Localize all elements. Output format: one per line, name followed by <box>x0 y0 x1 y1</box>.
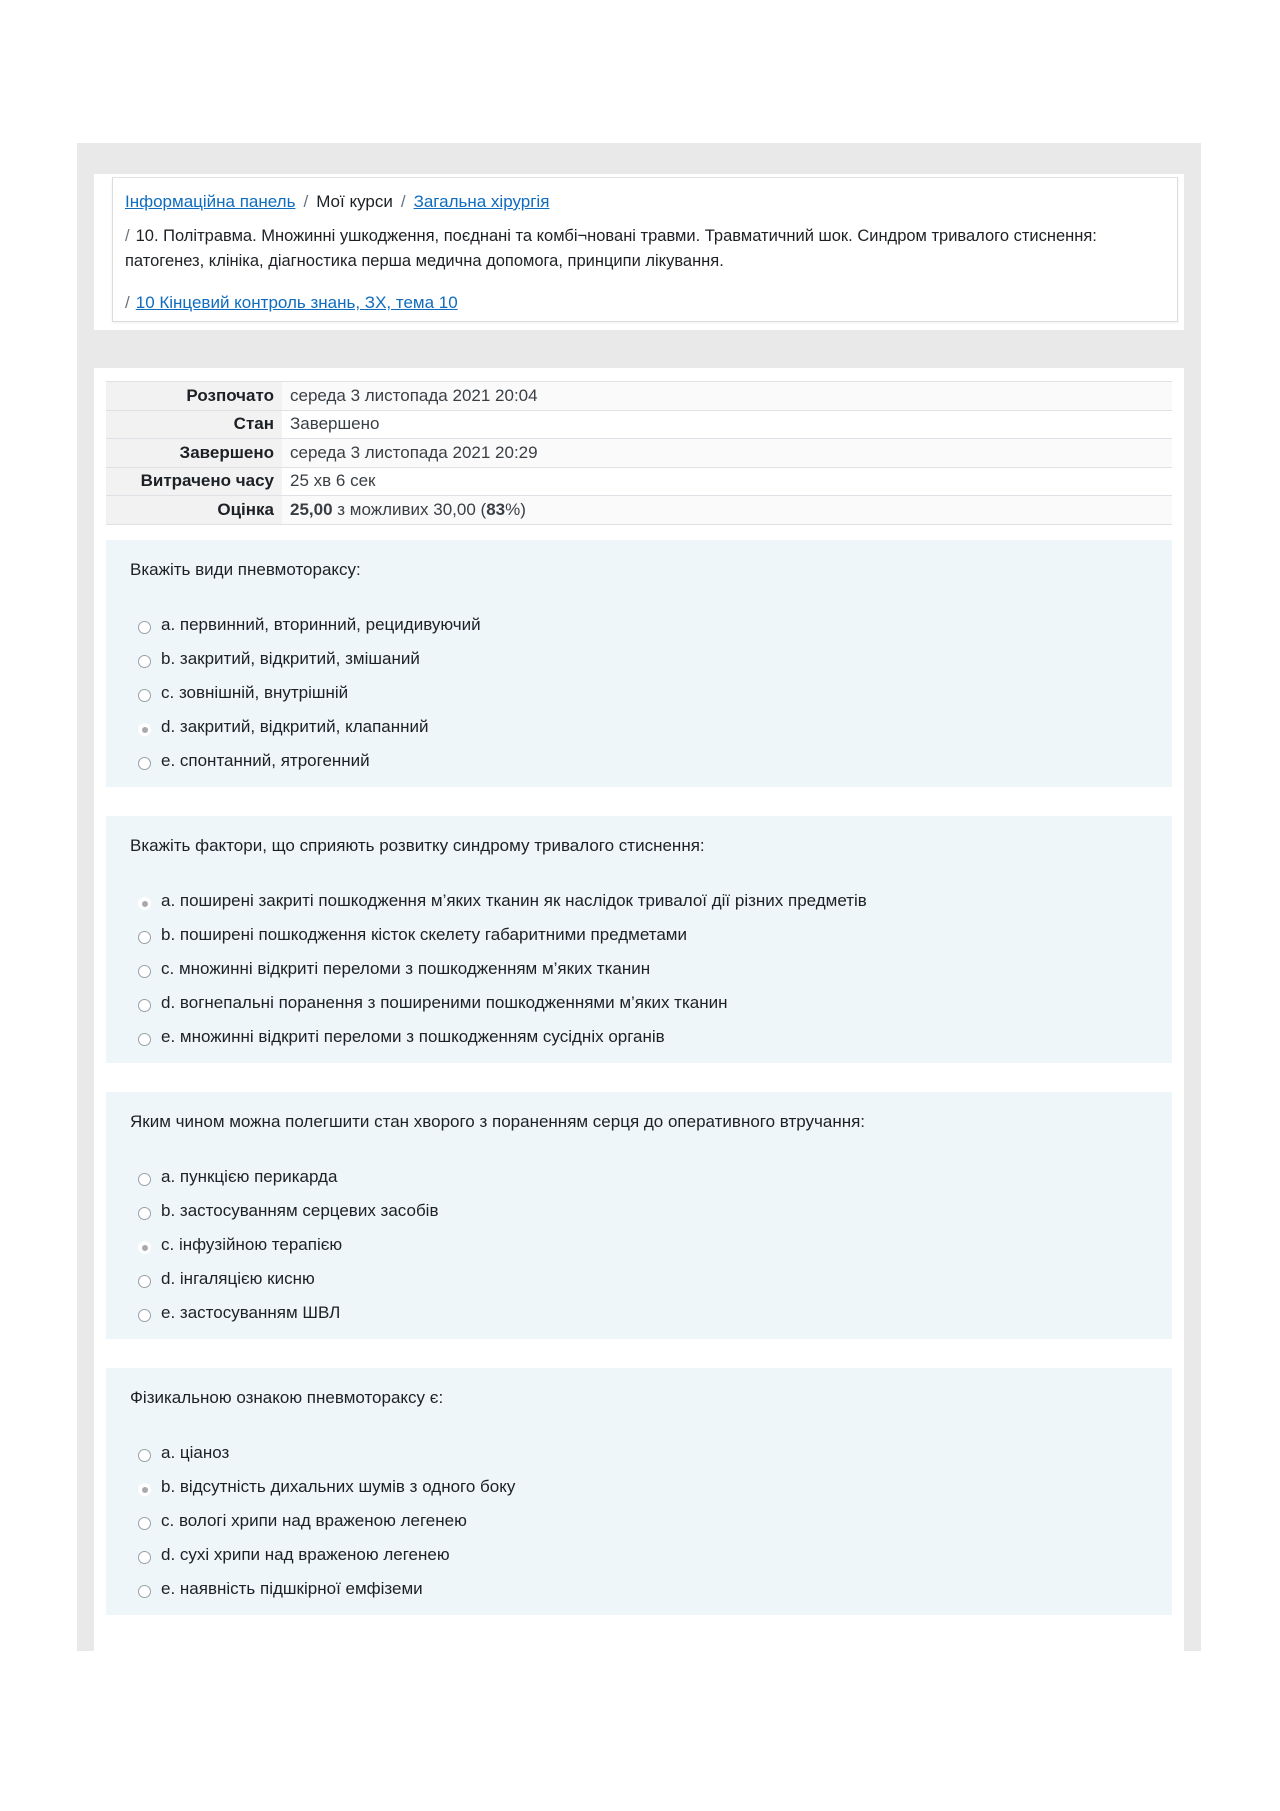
radio-button <box>138 999 151 1012</box>
attempt-summary-table <box>106 381 1172 525</box>
breadcrumb-row-1 <box>125 191 549 213</box>
answer-option <box>138 1020 867 1054</box>
question-block <box>106 1368 1172 1615</box>
answer-option <box>138 952 867 986</box>
breadcrumb-separator: / <box>125 227 130 245</box>
answer-option <box>138 1228 439 1262</box>
answer-option <box>138 608 481 642</box>
answer-label: b. застосуванням серцевих засобів <box>161 1201 439 1220</box>
breadcrumb-link-dashboard[interactable]: Інформаційна панель <box>125 192 296 211</box>
answer-label: a. пункцією перикарда <box>161 1167 338 1186</box>
answer-label: d. вогнепальні поранення з поширеними пошкодженнями м’яких тканин <box>161 993 728 1012</box>
radio-button <box>138 1517 151 1530</box>
grade-value: 25,00 <box>290 499 333 519</box>
answer-label: a. поширені закриті пошкодження м’яких тканин як наслідок тривалої дії різних предметів <box>161 891 867 910</box>
answer-label: e. спонтанний, ятрогенний <box>161 751 370 770</box>
summary-value <box>282 496 1172 525</box>
question-text: Фізикальною ознакою пневмотораксу є: <box>130 1388 444 1407</box>
summary-label: Розпочато <box>106 382 282 411</box>
radio-button <box>138 1449 151 1462</box>
answer-option <box>138 986 867 1020</box>
breadcrumb-link-course[interactable]: Загальна хірургія <box>413 192 550 211</box>
answer-option <box>138 1538 515 1572</box>
radio-button <box>138 757 151 770</box>
answer-label: b. закритий, відкритий, змішаний <box>161 649 420 668</box>
answer-label: d. сухі хрипи над враженою легенею <box>161 1545 450 1564</box>
summary-value: середа 3 листопада 2021 20:04 <box>282 382 1172 411</box>
breadcrumb <box>112 177 1178 322</box>
summary-row-time-taken <box>106 467 1172 496</box>
answer-option <box>138 1296 439 1330</box>
answer-label: e. наявність підшкірної емфіземи <box>161 1579 423 1598</box>
breadcrumb-separator: / <box>125 293 130 312</box>
answer-list <box>138 1436 515 1606</box>
answer-label: b. відсутність дихальних шумів з одного боку <box>161 1477 516 1496</box>
answer-label: e. застосуванням ШВЛ <box>161 1303 341 1322</box>
answer-label: c. множинні відкриті переломи з пошкодженням м’яких тканин <box>161 959 651 978</box>
radio-button <box>138 621 151 634</box>
grade-end: %) <box>505 499 526 519</box>
answer-list <box>138 1160 439 1330</box>
answer-label: a. первинний, вторинний, рецидивуючий <box>161 615 481 634</box>
answer-label: c. інфузійною терапією <box>161 1235 343 1254</box>
answer-label: d. закритий, відкритий, клапанний <box>161 717 429 736</box>
summary-label: Оцінка <box>106 496 282 525</box>
answer-option <box>138 1262 439 1296</box>
question-block <box>106 540 1172 787</box>
summary-row-state <box>106 410 1172 439</box>
answer-option <box>138 1194 439 1228</box>
radio-button <box>138 1551 151 1564</box>
breadcrumb-topic-text: 10. Політравма. Множинні ушкодження, поєднані та комбі¬новані травми. Травматичний шок. Синдром тривалого стиснення: патогенез, клініка, діагностика перша медична допомога, принципи лікування. <box>125 227 1097 270</box>
answer-option <box>138 1572 515 1606</box>
question-block <box>106 816 1172 1063</box>
answer-list <box>138 884 867 1054</box>
answer-option <box>138 1436 515 1470</box>
question-text: Вкажіть види пневмотораксу: <box>130 560 361 579</box>
answer-option <box>138 642 481 676</box>
breadcrumb-separator: / <box>303 192 309 211</box>
radio-button <box>138 1207 151 1220</box>
question-text: Яким чином можна полегшити стан хворого з пораненням серця до оперативного втручання: <box>130 1112 866 1131</box>
quiz-review-card <box>94 368 1184 1651</box>
question-block <box>106 1092 1172 1339</box>
answer-label: a. ціаноз <box>161 1443 230 1462</box>
radio-button <box>138 931 151 944</box>
breadcrumb-card <box>94 174 1184 330</box>
breadcrumb-my-courses: Мої курси <box>316 192 393 211</box>
breadcrumb-row-3 <box>125 292 458 314</box>
radio-selected <box>138 1241 151 1254</box>
grade-max: з можливих 30,00 ( <box>332 499 487 519</box>
radio-button <box>138 965 151 978</box>
answer-option <box>138 1160 439 1194</box>
summary-row-grade <box>106 496 1172 525</box>
answer-option <box>138 1504 515 1538</box>
answer-option <box>138 918 867 952</box>
answer-label: c. зовнішній, внутрішній <box>161 683 349 702</box>
answer-label: b. поширені пошкодження кісток скелету габаритними предметами <box>161 925 687 944</box>
radio-selected <box>138 897 151 910</box>
summary-value: середа 3 листопада 2021 20:29 <box>282 439 1172 468</box>
radio-button <box>138 1275 151 1288</box>
answer-label: e. множинні відкриті переломи з пошкодженням сусідніх органів <box>161 1027 665 1046</box>
breadcrumb-link-quiz[interactable]: 10 Кінцевий контроль знань, ЗХ, тема 10 <box>135 293 458 312</box>
radio-button <box>138 1173 151 1186</box>
radio-button <box>138 1585 151 1598</box>
radio-selected <box>138 723 151 736</box>
radio-selected <box>138 1483 151 1496</box>
summary-label: Стан <box>106 410 282 439</box>
answer-option <box>138 676 481 710</box>
summary-value: 25 хв 6 сек <box>282 467 1172 496</box>
answer-label: d. інгаляцією кисню <box>161 1269 315 1288</box>
summary-label: Витрачено часу <box>106 467 282 496</box>
summary-value: Завершено <box>282 410 1172 439</box>
summary-label: Завершено <box>106 439 282 468</box>
answer-option <box>138 884 867 918</box>
radio-button <box>138 1309 151 1322</box>
grade-percent: 83 <box>486 499 506 519</box>
breadcrumb-topic <box>125 224 1165 274</box>
radio-button <box>138 655 151 668</box>
answer-option <box>138 744 481 778</box>
answer-option <box>138 1470 515 1504</box>
answer-list <box>138 608 481 778</box>
breadcrumb-separator: / <box>400 192 406 211</box>
radio-button <box>138 689 151 702</box>
answer-label: c. вологі хрипи над враженою легенею <box>161 1511 467 1530</box>
radio-button <box>138 1033 151 1046</box>
answer-option <box>138 710 481 744</box>
summary-row-completed <box>106 439 1172 468</box>
summary-row-started <box>106 382 1172 411</box>
question-text: Вкажіть фактори, що сприяють розвитку синдрому тривалого стиснення: <box>130 836 705 855</box>
